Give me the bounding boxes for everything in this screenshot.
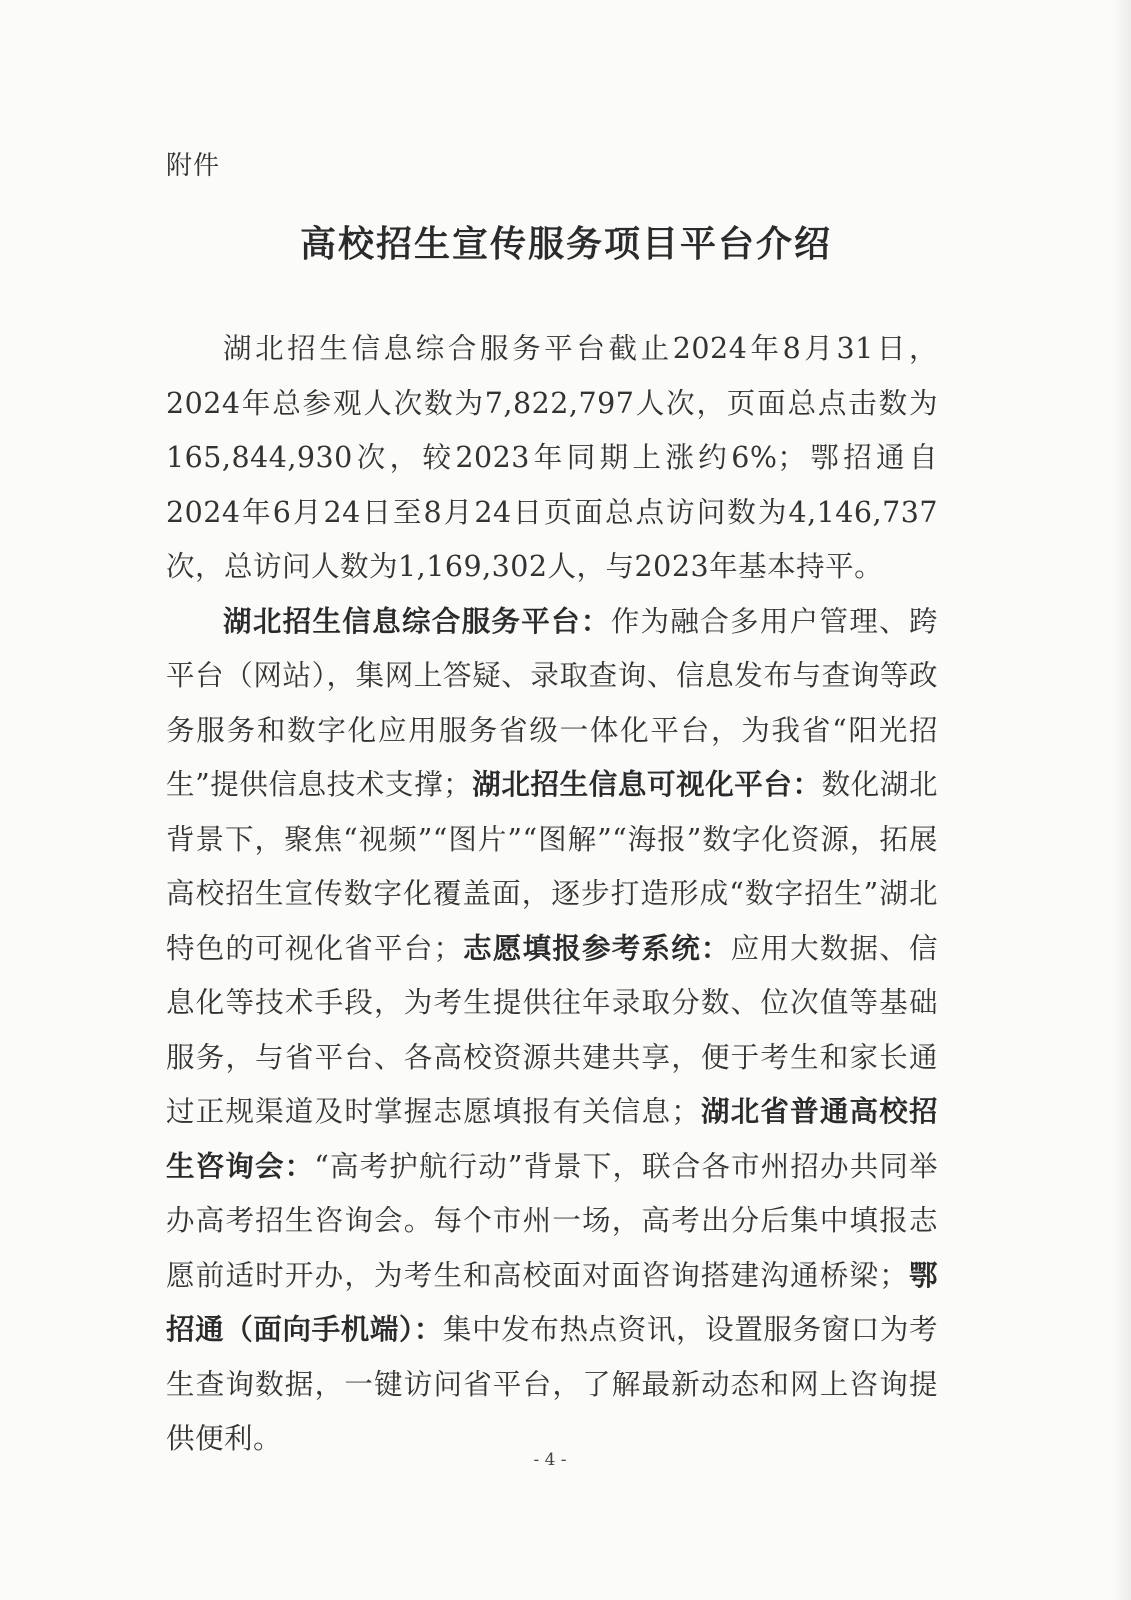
paragraph-statistics: 湖北招生信息综合服务平台截止2024年8月31日，2024年总参观人次数为7,822,797人次，页面总点击数为165,844,930次，较2023年同期上涨约6%；鄂招通自2024年6月24日至8月24日页面总点访问数为4,146,737次，总访问人数为1,169,302人，与2023年基本持平。 <box>166 332 938 583</box>
platform-name-consultation-fair: 湖北省普通高校招生咨询会： <box>166 1095 938 1183</box>
attachment-label: 附件 <box>166 151 221 181</box>
page-number: - 4 - <box>533 1450 567 1470</box>
platform-desc-ezhaotong: 集中发布热点资讯，设置服务窗口为考生查询数据，一键访问省平台，了解最新动态和网上咨询提供便利。 <box>166 1313 938 1455</box>
platform-desc-info-service: 作为融合多用户管理、跨平台（网站），集网上答疑、录取查询、信息发布与查询等政务服务和数字化应用服务省级一体化平台，为我省“阳光招生”提供信息技术支撑； <box>166 604 938 801</box>
platform-name-volunteer-system: 志愿填报参考系统： <box>462 931 731 965</box>
scan-edge-shadow <box>1113 0 1131 1600</box>
platform-name-visualization: 湖北招生信息可视化平台： <box>472 768 822 801</box>
platform-name-ezhaotong: 鄂招通（面向手机端）： <box>166 1258 938 1346</box>
paragraph-platforms <box>166 595 938 1467</box>
platform-desc-visualization: 数化湖北背景下，聚焦“视频”“图片”“图解”“海报”数字化资源，拓展高校招生宣传数字化覆盖面，逐步打造形成“数字招生”湖北特色的可视化省平台； <box>166 768 938 965</box>
platform-desc-consultation-fair: “高考护航行动”背景下，联合各市州招办共同举办高考招生咨询会。每个市州一场，高考出分后集中填报志愿前适时开办，为考生和高校面对面咨询搭建沟通桥梁； <box>166 1149 938 1292</box>
platform-name-info-service: 湖北招生信息综合服务平台： <box>223 604 611 638</box>
body-text <box>166 322 938 1467</box>
document-title: 高校招生宣传服务项目平台介绍 <box>299 224 832 265</box>
platform-desc-volunteer-system: 应用大数据、信息化等技术手段，为考生提供往年录取分数、位次值等基础服务，与省平台、各高校资源共建共享，便于考生和家长通过正规渠道及时掌握志愿填报有关信息； <box>166 931 938 1128</box>
